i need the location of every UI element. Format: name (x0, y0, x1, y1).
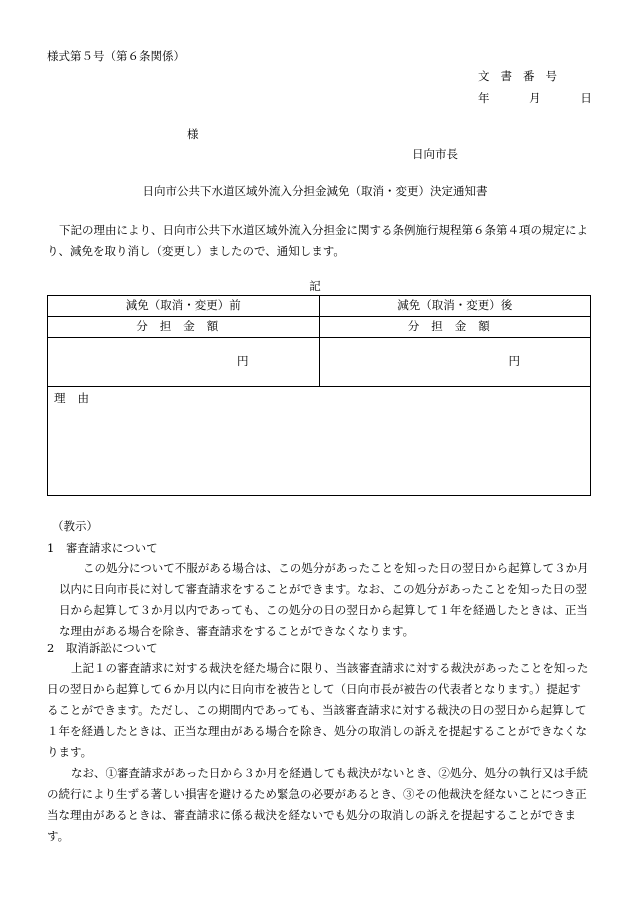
before-amount-label: 分担金額 (48, 317, 320, 338)
before-amount-cell (48, 338, 320, 387)
before-header: 減免（取消・変更）前 (48, 296, 320, 317)
document-date (478, 92, 592, 106)
reason-row (48, 387, 591, 496)
reason-label: 理由 (54, 391, 101, 405)
decision-table (47, 295, 591, 496)
after-header: 減免（取消・変更）後 (319, 296, 591, 317)
section2-title: 2 取消訴訟について (47, 641, 158, 655)
amount-row (48, 338, 591, 387)
date-year: 年 (478, 91, 490, 105)
body-text: 下記の理由により、日向市公共下水道区域外流入分担金に関する条例施行規程第６条第４項の規定により、減免を取り消し（変更し）ましたので、通知します。 (47, 223, 588, 258)
section1-title: 1 審査請求について (47, 541, 158, 555)
amount-label-row (48, 317, 591, 338)
section2-text2: なお、①審査請求があった日から３か月を経過しても裁決がないとき、②処分、処分の執行又は手続の続行により生ずる著しい損害を避けるため緊急の必要があるとき、③その他裁決を経ないことにつき正当な理由があるときは、審査請求に係る裁決を経ないでも処分の取消しの訴えを提起することができます。 (47, 766, 588, 843)
after-amount-label: 分担金額 (319, 317, 591, 338)
section1-text: この処分について不服がある場合は、この処分があったことを知った日の翌日から起算して３か月以内に日向市長に対して審査請求をすることができます。なお、この処分があったことを知った日の翌日から起算して３か月以内であっても、この処分の日の翌日から起算して１年を経過したときは、正当な理由がある場合を除き、審査請求をすることができなくなります。 (59, 561, 589, 638)
table-header-row (48, 296, 591, 317)
section2-text1: 上記１の審査請求に対する裁決を経た場合に限り、当該審査請求に対する裁決があったことを知った日の翌日から起算して６か月以内に日向市を被告として（日向市長が被告の代表者となります。）提起することができます。ただし、この期間内であっても、当該審査請求に対する裁決の日の翌日から起算して１年を経過したときは、正当な理由がある場合を除き、処分の取消しの訴えを提起することができなくなります。 (47, 661, 589, 759)
document-number-label: 文書番号 (478, 69, 568, 83)
ki-label: 記 (309, 279, 321, 293)
before-amount-unit: 円 (237, 354, 249, 369)
after-amount-cell (319, 338, 591, 387)
date-month: 月 (529, 91, 541, 105)
date-day: 日 (580, 91, 592, 105)
issuer: 日向市長 (412, 147, 458, 161)
notice-heading: （教示） (52, 519, 98, 533)
addressee-suffix: 様 (187, 127, 199, 141)
reason-cell (48, 387, 591, 496)
after-amount-unit: 円 (508, 354, 520, 369)
form-id: 様式第５号（第６条関係） (47, 49, 185, 63)
document-title: 日向市公共下水道区域外流入分担金減免（取消・変更）決定通知書 (142, 184, 488, 198)
